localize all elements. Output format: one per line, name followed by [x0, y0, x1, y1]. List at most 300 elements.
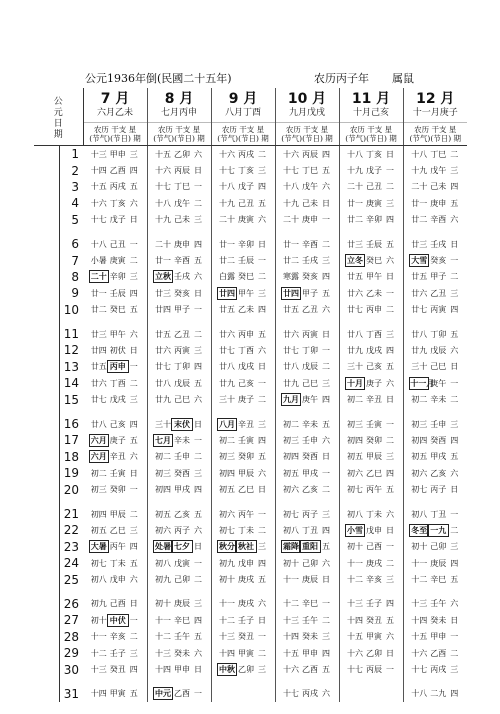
ganzhi: 丁丑: [302, 525, 319, 535]
ganzhi: 初伏: [109, 345, 126, 355]
ganzhi: 癸亥: [430, 256, 447, 266]
weekday: 二: [322, 362, 331, 372]
day-cell: [275, 252, 339, 268]
day-cell: [211, 571, 275, 587]
day-cell: [339, 252, 403, 268]
weekday: 五: [258, 198, 267, 208]
day-cell: [83, 522, 147, 538]
gap-cell: [211, 408, 275, 416]
lunar-date: 廿七: [411, 305, 428, 315]
weekday: 二: [322, 239, 331, 249]
ganzhi: 乙巳: [238, 485, 255, 495]
day-cell: [211, 629, 275, 645]
gap-cell: [83, 228, 147, 236]
ganzhi: 壬午: [302, 615, 319, 625]
lunar-date: 初二: [155, 452, 172, 462]
ganzhi: 丁亥: [238, 166, 255, 176]
ganzhi: 壬辰: [109, 288, 126, 298]
column-subheader-2: (节气)(节日) 期: [89, 134, 141, 143]
lunar-date: 初十: [90, 615, 107, 625]
gap-cell: [34, 588, 59, 596]
row-gap: [34, 318, 467, 326]
day-cell: [339, 555, 403, 571]
lunar-date: 廿二: [283, 256, 300, 266]
day-cell: [403, 661, 467, 677]
day-cell: [339, 612, 403, 628]
ganzhi: 乙卯: [366, 648, 383, 658]
weekday: 一: [258, 256, 267, 266]
lunar-date: 三十: [219, 395, 236, 405]
ganzhi: 癸亥: [174, 288, 191, 298]
ganzhi: 甲申: [109, 149, 126, 159]
gap-cell: [339, 228, 403, 236]
month-name: 10 月: [287, 91, 327, 107]
weekday: 日: [322, 329, 331, 339]
day-row: [34, 342, 467, 358]
row-label-cell: [34, 195, 59, 211]
weekday: 四: [386, 599, 395, 609]
weekday: 五: [450, 329, 459, 339]
ganzhi: 庚辰: [302, 575, 319, 585]
weekday: 六: [450, 599, 459, 609]
lunar-date: 廿一: [219, 239, 236, 249]
weekday: 五: [450, 198, 459, 208]
day-number: 10: [63, 302, 80, 317]
ganzhi: 癸卯: [238, 452, 255, 462]
month-name: 12 月: [416, 91, 455, 107]
ganzhi: 丙子: [302, 509, 319, 519]
ganzhi: 壬午: [430, 599, 447, 609]
row-gap: [34, 408, 467, 416]
weekday: 六: [258, 468, 267, 478]
day-row: [34, 269, 467, 285]
weekday: 一: [129, 362, 138, 372]
ganzhi: 丙申: [366, 305, 383, 315]
day-number: 16: [63, 417, 80, 432]
ganzhi: 辛丑: [366, 395, 383, 405]
lunar-date: 初五: [155, 509, 172, 519]
ganzhi: 壬戌: [430, 239, 447, 249]
ganzhi: 丁亥: [109, 198, 126, 208]
day-cell: [403, 596, 467, 612]
day-cell: [83, 506, 147, 522]
day-row: [34, 522, 467, 538]
gap-cell: [339, 498, 403, 506]
weekday: 二: [450, 272, 459, 282]
ganzhi: 壬子: [109, 648, 126, 658]
ganzhi: 癸卯: [109, 485, 126, 495]
weekday: 三: [258, 166, 267, 176]
day-number: 26: [63, 596, 80, 611]
ganzhi: 丁酉: [109, 378, 126, 388]
day-cell: [147, 269, 211, 285]
day-cell: [147, 432, 211, 448]
lunar-date: 廿九: [347, 345, 364, 355]
lunar-date: 廿九: [219, 378, 236, 388]
ganzhi: 戊午: [430, 166, 447, 176]
day-row: [34, 302, 467, 318]
ganzhi: 甲申: [430, 632, 447, 642]
day-row: [34, 375, 467, 391]
lunar-date: 冬至: [411, 524, 428, 535]
ganzhi: 丁未: [366, 509, 383, 519]
ganzhi: 甲子: [430, 272, 447, 282]
day-cell: [339, 179, 403, 195]
column-subheader: 农历 干支 星: [276, 122, 339, 134]
weekday: 二: [129, 256, 138, 266]
gap-cell: [34, 498, 59, 506]
day-cell: [211, 195, 275, 211]
lunar-date: 初三: [411, 419, 428, 429]
lunar-date: 初七: [219, 525, 236, 535]
ganzhi: 乙丑: [430, 288, 447, 298]
weekday: 三: [194, 345, 203, 355]
day-cell: [275, 342, 339, 358]
day-cell: [403, 375, 467, 391]
day-row: [34, 416, 467, 432]
lunar-date: 初七: [283, 509, 300, 519]
day-cell: [147, 252, 211, 268]
weekday: 二: [322, 485, 331, 495]
gap-cell: [83, 498, 147, 506]
day-row: [34, 465, 467, 481]
lunar-date: 十八: [347, 149, 364, 159]
weekday: 五: [322, 665, 331, 675]
gap-cell: [403, 588, 467, 596]
day-cell: [403, 571, 467, 587]
ganzhi: 己亥: [366, 362, 383, 372]
lunar-date: 初十: [155, 599, 172, 609]
lunar-date: 十九: [347, 166, 364, 176]
weekday: 三: [129, 395, 138, 405]
weekday: 四: [450, 558, 459, 568]
ganzhi: 庚申: [430, 198, 447, 208]
lunar-date: 初六: [155, 525, 172, 535]
day-cell: [147, 212, 211, 228]
weekday: 一: [194, 305, 203, 315]
weekday: 日: [322, 575, 331, 585]
gap-cell: [211, 498, 275, 506]
day-cell: [83, 285, 147, 301]
row-label-cell: [34, 269, 59, 285]
month-header: [339, 88, 403, 146]
day-number: 1: [71, 147, 80, 162]
ganzhi: 丁酉: [366, 329, 383, 339]
weekday: 一: [450, 632, 459, 642]
ganzhi: 乙亥: [302, 485, 319, 495]
ganzhi: 辛丑: [238, 419, 255, 429]
lunar-date: 廿三: [347, 239, 364, 249]
row-label-cell: [34, 686, 59, 702]
month-header: [403, 88, 467, 146]
lunar-date: 初四: [411, 435, 428, 445]
day-cell: [403, 236, 467, 252]
month-ganzhi: 九月戊戌: [289, 108, 326, 118]
day-cell: [147, 645, 211, 661]
day-cell: [403, 449, 467, 465]
ganzhi: 辛酉: [174, 256, 191, 266]
day-cell: [83, 162, 147, 178]
ganzhi: 己未: [430, 182, 447, 192]
lunar-date: 十九: [411, 166, 428, 176]
day-cell: [403, 629, 467, 645]
day-cell: [211, 391, 275, 407]
ganzhi: 乙丑: [302, 305, 319, 315]
day-cell: [339, 212, 403, 228]
weekday: 六: [129, 452, 138, 462]
lunar-date: 初八: [90, 575, 107, 585]
ganzhi: 己未: [302, 198, 319, 208]
weekday: 一: [386, 288, 395, 298]
lunar-date: 十三: [219, 632, 236, 642]
month-ganzhi: 十一月庚子: [412, 108, 458, 118]
ganzhi: 丁巳: [174, 182, 191, 192]
ganzhi: 中伏: [109, 614, 126, 625]
ganzhi: 辛巳: [174, 615, 191, 625]
ganzhi: 乙亥: [430, 468, 447, 478]
lunar-date: 初五: [347, 452, 364, 462]
day-cell: [275, 596, 339, 612]
weekday: 五: [194, 632, 203, 642]
lunar-date: 廿四: [90, 345, 107, 355]
ganzhi: 丁酉: [238, 345, 255, 355]
ganzhi: 辛未: [174, 435, 191, 445]
row-label-cell: [34, 359, 59, 375]
ganzhi: 丙戌: [302, 689, 319, 699]
day-number: 11: [63, 327, 80, 342]
weekday: 二: [258, 525, 267, 535]
weekday: 二: [129, 378, 138, 388]
day-cell: [403, 342, 467, 358]
gap-cell: [34, 228, 59, 236]
weekday: 六: [450, 215, 459, 225]
day-cell: [339, 596, 403, 612]
day-cell: [275, 326, 339, 342]
day-cell: [211, 342, 275, 358]
ganzhi: 戊辰: [430, 345, 447, 355]
weekday: 五: [450, 575, 459, 585]
lunar-date: 十九: [219, 198, 236, 208]
calendar-table: [34, 88, 467, 702]
day-number: 30: [63, 662, 80, 677]
day-cell: [339, 432, 403, 448]
gap-cell: [403, 408, 467, 416]
lunar-date: 立冬: [347, 255, 364, 266]
day-row: [34, 555, 467, 571]
day-number: 3: [71, 179, 80, 194]
day-cell: [275, 481, 339, 497]
day-cell: [339, 449, 403, 465]
weekday: 四: [129, 542, 138, 552]
lunar-date: 十一: [219, 599, 236, 609]
weekday: 二: [450, 149, 459, 159]
day-cell: [211, 596, 275, 612]
lunar-date: 九月: [283, 394, 300, 405]
lunar-date: 三十: [155, 419, 172, 429]
day-cell: [211, 302, 275, 318]
month-name: 9 月: [228, 91, 258, 107]
weekday: 日: [386, 648, 395, 658]
day-cell: [211, 539, 275, 555]
calendar-body: [34, 146, 467, 703]
ganzhi: 壬午: [174, 632, 191, 642]
gap-cell: [211, 588, 275, 596]
lunar-date: 初九: [155, 575, 172, 585]
ganzhi: 己巳: [174, 395, 191, 405]
day-cell: [275, 162, 339, 178]
lunar-date: 廿五: [411, 272, 428, 282]
day-cell: [147, 522, 211, 538]
day-cell: [275, 612, 339, 628]
ganzhi: 癸亥: [302, 272, 319, 282]
day-cell: [83, 302, 147, 318]
weekday: 二: [258, 395, 267, 405]
day-row: [34, 146, 467, 163]
gap-cell: [211, 678, 275, 686]
ganzhi: 辛酉: [302, 239, 319, 249]
row-label-cell: [34, 432, 59, 448]
day-row: [34, 481, 467, 497]
weekday: 六: [129, 329, 138, 339]
day-row: [34, 612, 467, 628]
lunar-date: 初十: [411, 542, 428, 552]
lunar-date: 十三: [283, 615, 300, 625]
weekday: 二: [129, 632, 138, 642]
lunar-date: 初六: [347, 468, 364, 478]
lunar-date: 十八: [219, 182, 236, 192]
day-number: 19: [63, 466, 80, 481]
gap-cell: [59, 588, 83, 596]
day-row: [34, 179, 467, 195]
row-gap: [34, 678, 467, 686]
weekday: 日: [194, 419, 203, 429]
weekday: 六: [322, 689, 331, 699]
ganzhi: 丙申: [238, 329, 255, 339]
day-cell: [211, 326, 275, 342]
day-row: [34, 285, 467, 301]
lunar-date: 十一: [411, 558, 428, 568]
weekday: 六: [386, 632, 395, 642]
day-cell: [403, 285, 467, 301]
weekday: 六: [450, 345, 459, 355]
day-cell: [83, 195, 147, 211]
lunar-date: 十六: [90, 198, 107, 208]
lunar-date: 初九: [219, 558, 236, 568]
day-cell: [339, 465, 403, 481]
day-cell: [147, 342, 211, 358]
weekday: 四: [322, 149, 331, 159]
ganzhi: 乙未: [366, 288, 383, 298]
day-cell: [211, 449, 275, 465]
lunar-date: 十一月: [410, 377, 435, 388]
day-cell: [211, 162, 275, 178]
weekday: 一: [258, 378, 267, 388]
weekday: 一: [129, 485, 138, 495]
weekday: 日: [258, 615, 267, 625]
column-subheader-2: (节气)(节日) 期: [345, 134, 397, 143]
ganzhi: 癸丑: [238, 632, 255, 642]
weekday: 四: [322, 272, 331, 282]
day-cell: [147, 612, 211, 628]
ganzhi: 乙巳: [109, 525, 126, 535]
weekday: 三: [450, 288, 459, 298]
ganzhi: 七夕: [174, 541, 191, 552]
ganzhi: 庚午: [302, 395, 319, 405]
weekday: 四: [322, 648, 331, 658]
lunar-date: 廿五: [219, 305, 236, 315]
day-cell: [211, 686, 275, 702]
weekday: 四: [450, 305, 459, 315]
weekday: 一: [194, 182, 203, 192]
lunar-date: 立秋: [155, 271, 172, 282]
day-row: [34, 629, 467, 645]
lunar-date: 十八: [155, 198, 172, 208]
column-subheader-2: (节气)(节日) 期: [153, 134, 205, 143]
ganzhi: 癸酉: [430, 435, 447, 445]
day-cell: [83, 449, 147, 465]
ganzhi: 丁卯: [174, 362, 191, 372]
weekday: 六: [194, 272, 203, 282]
lunar-date: 初二: [283, 419, 300, 429]
ganzhi: 己巳: [430, 362, 447, 372]
lunar-date: 十七: [411, 665, 428, 675]
ganzhi: 丁未: [109, 558, 126, 568]
weekday: 六: [386, 378, 395, 388]
ganzhi: 丙寅: [302, 329, 319, 339]
month-name: 7 月: [100, 91, 130, 107]
day-row: [34, 571, 467, 587]
lunar-date: 十八: [283, 182, 300, 192]
row-label-cell: [34, 596, 59, 612]
gap-cell: [147, 228, 211, 236]
lunar-date: 十月: [347, 377, 364, 388]
lunar-date: 廿七: [283, 345, 300, 355]
ganzhi: 庚寅: [238, 215, 255, 225]
row-label-cell: [34, 645, 59, 661]
row-label-cell: [34, 179, 59, 195]
lunar-date: 十二: [411, 575, 428, 585]
weekday: 日: [386, 272, 395, 282]
weekday: 日: [194, 542, 203, 552]
lunar-date: 廿九: [283, 378, 300, 388]
ganzhi: 庚子: [366, 378, 383, 388]
day-cell: [83, 555, 147, 571]
lunar-date: 廿六: [347, 288, 364, 298]
weekday: 日: [386, 525, 395, 535]
day-number: 17: [63, 433, 80, 448]
ganzhi: 壬子: [366, 599, 383, 609]
day-number: 12: [63, 343, 80, 358]
lunar-date: 十四: [283, 632, 300, 642]
lunar-date: 十七: [283, 689, 300, 699]
weekday: 六: [450, 468, 459, 478]
column-subheader: 农历 干支 星: [212, 122, 275, 134]
weekday: 日: [322, 452, 331, 462]
day-cell: [147, 506, 211, 522]
lunar-date: 二十: [347, 182, 364, 192]
ganzhi: 甲寅: [238, 648, 255, 658]
lunar-date: 廿八: [155, 378, 172, 388]
row-label-cell: [34, 416, 59, 432]
lunar-date: 初十: [219, 575, 236, 585]
day-cell: [83, 269, 147, 285]
weekday: 二: [129, 509, 138, 519]
day-cell: [211, 522, 275, 538]
weekday: 三: [386, 329, 395, 339]
lunar-date: 初二: [219, 435, 236, 445]
weekday: 一: [258, 632, 267, 642]
month-header: [275, 88, 339, 146]
